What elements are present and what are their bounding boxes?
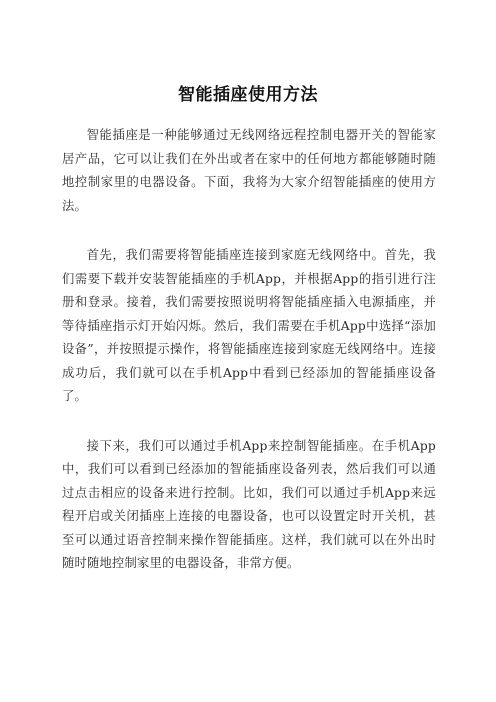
paragraph-intro: 智能插座是一种能够通过无线网络远程控制电器开关的智能家居产品，它可以让我们在外出或者在家中的任何地方都能够随时随地控制家里的电器设备。下面，我将为大家介绍智能插座的使用方法。 (62, 128, 436, 213)
document-body (62, 124, 436, 602)
paragraph-setup: 首先，我们需要将智能插座连接到家庭无线网络中。首先，我们需要下载并安装智能插座的手机App，并根据App的指引进行注册和登录。接着，我们需要按照说明将智能插座插入电源插座，并等待插座指示灯开始闪烁。然后，我们需要在手机App中选择“添加设备”，并按照提示操作，将智能插座连接到家庭无线网络中。连接成功后，我们就可以在手机App中看到已经添加的智能插座设备了。 (62, 248, 436, 403)
document-title: 智能插座使用方法 (178, 85, 318, 105)
paragraph-control: 接下来，我们可以通过手机App来控制智能插座。在手机App中，我们可以看到已经添加的智能插座设备列表，然后我们可以通过点击相应的设备来进行控制。比如，我们可以通过手机App来远程开启或关闭插座上连接的电器设备，也可以设置定时开关机，甚至可以通过语音控制来操作智能插座。这样，我们就可以在外出时随时随地控制家里的电器设备，非常方便。 (62, 438, 436, 570)
